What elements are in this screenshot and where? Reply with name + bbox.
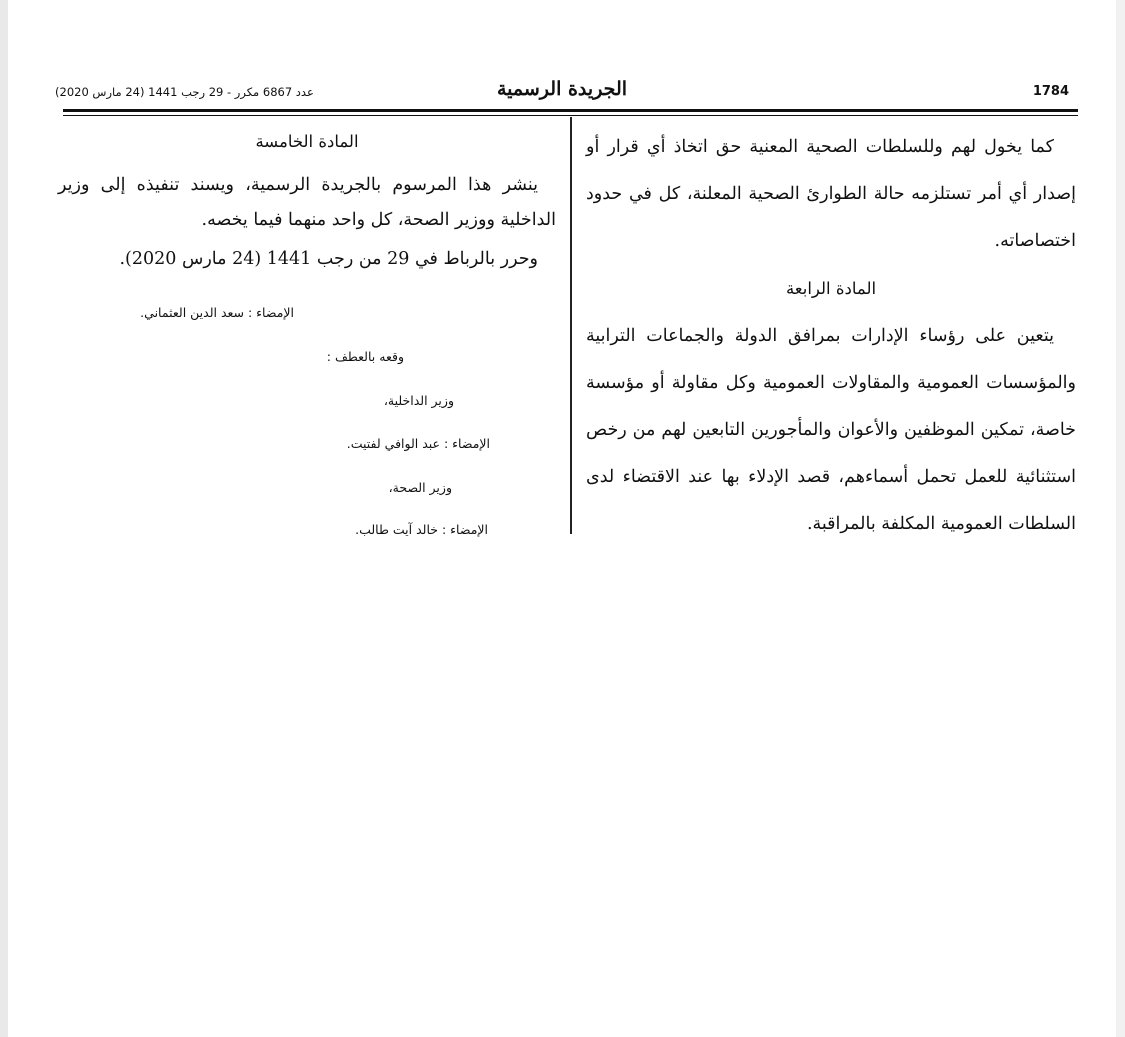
- right-paragraph-2: يتعين على رؤساء الإدارات بمرافق الدولة والجماعات الترابية والمؤسسات العمومية والمقاولات العمومية وكل مقاولة أو مؤسسة خاصة، تمكين الموظفين والأعوان والمأجورين التابعين لهم من رخص استثنائية للعمل تحمل أسماءهم، قصد الإدلاء بها عند الاقتضاء لدى السلطات العمومية المكلفة بالمراقبة.: [586, 326, 1076, 534]
- page-number: 1784: [1032, 84, 1069, 99]
- page-header: [55, 80, 1069, 106]
- header-rule-thick: [63, 109, 1078, 112]
- signature-prime-minister: الإمضاء : سعد الدين العثماني.: [140, 305, 294, 320]
- scan-edge: [1116, 0, 1125, 1037]
- column-divider: [570, 117, 572, 534]
- document-page: [8, 0, 1116, 1037]
- health-minister-signature: الإمضاء : خالد آيت طالب.: [355, 522, 488, 537]
- left-paragraph-1: ينشر هذا المرسوم بالجريدة الرسمية، ويسند تنفيذه إلى وزير الداخلية ووزير الصحة، كل واحد منهما فيما يخصه.: [58, 175, 556, 230]
- article-4-heading: المادة الرابعة: [785, 279, 877, 298]
- gazette-title: الجريدة الرسمية: [496, 78, 628, 100]
- interior-minister-title: وزير الداخلية،: [383, 393, 454, 408]
- left-column: [58, 124, 556, 277]
- left-paragraph-2: وحرر بالرباط في 29 من رجب 1441 (24 مارس 2020).: [119, 249, 538, 269]
- countersigned-label: وقعه بالعطف :: [326, 349, 404, 364]
- interior-minister-signature: الإمضاء : عبد الوافي لفتيت.: [346, 436, 490, 451]
- article-5-heading: المادة الخامسة: [255, 132, 359, 151]
- header-rule-thin: [63, 115, 1078, 116]
- right-paragraph-1: كما يخول لهم وللسلطات الصحية المعنية حق اتخاذ أي قرار أو إصدار أي أمر تستلزمه حالة الطوارئ الصحية المعلنة، كل في حدود اختصاصاته.: [586, 137, 1076, 251]
- right-column: [586, 124, 1076, 548]
- issue-info: عدد 6867 مكرر - 29 رجب 1441 (24 مارس 2020): [55, 85, 314, 99]
- health-minister-title: وزير الصحة،: [388, 480, 452, 495]
